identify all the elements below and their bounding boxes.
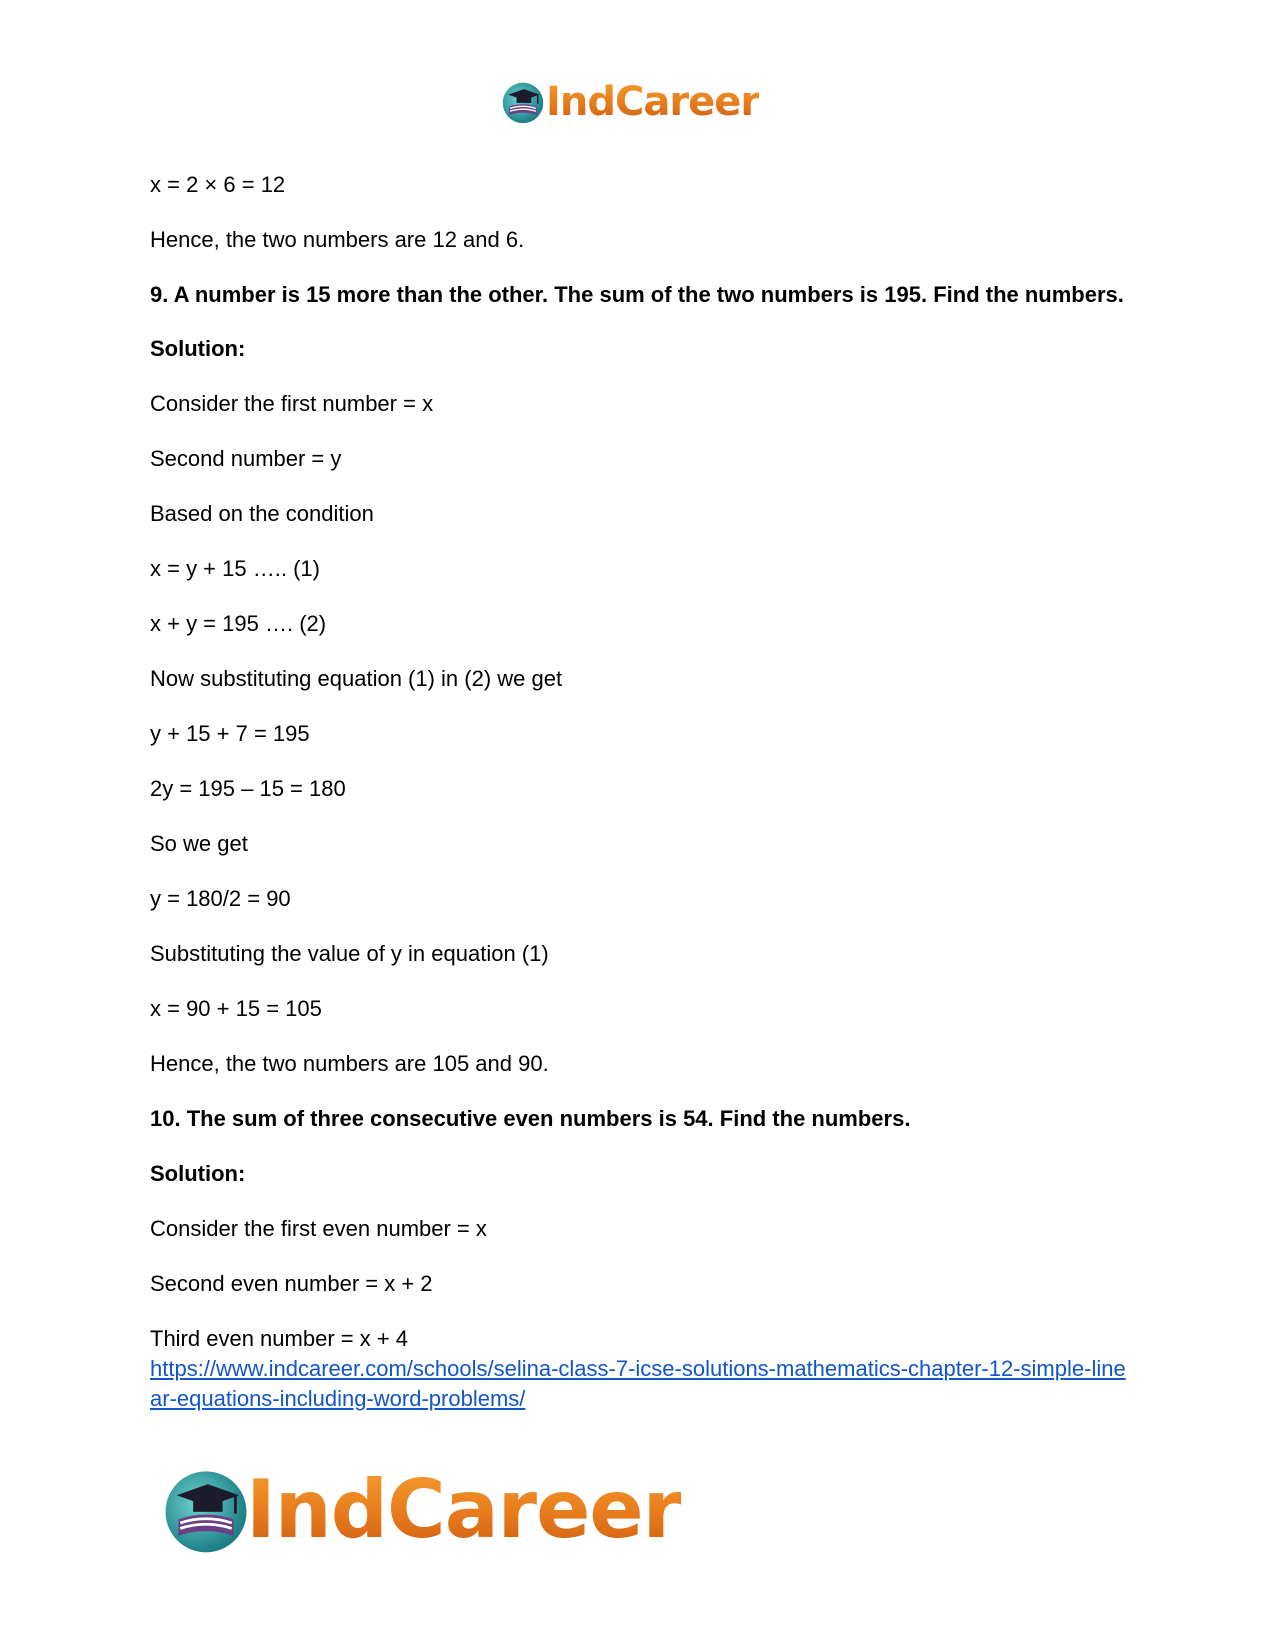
text-line: Second number = y (150, 446, 342, 471)
text-line: Based on the condition (150, 501, 374, 526)
equation-line: y = 180/2 = 90 (150, 886, 291, 911)
text-line: x = 2 × 6 = 12 (150, 172, 286, 197)
document-body (150, 170, 1130, 1414)
question-10: 10. The sum of three consecutive even numbers is 54. Find the numbers. (150, 1106, 911, 1131)
question-9: 9. A number is 15 more than the other. The sum of the two numbers is 195. Find the numbers. (150, 282, 1124, 307)
text-line: So we get (150, 831, 248, 856)
text-line: Second even number = x + 2 (150, 1271, 433, 1296)
text-line: Substituting the value of y in equation (1) (150, 941, 549, 966)
text-line: Hence, the two numbers are 12 and 6. (150, 227, 525, 252)
graduation-book-icon (500, 79, 546, 125)
equation-line: x = 90 + 15 = 105 (150, 996, 322, 1021)
text-line: Now substituting equation (1) in (2) we get (150, 666, 563, 691)
text-line: Consider the first even number = x (150, 1216, 487, 1241)
indcareer-logo-footer (160, 1462, 681, 1558)
solution-heading: Solution: (150, 336, 246, 361)
equation-line: x + y = 195 …. (2) (150, 611, 327, 636)
equation-line: x = y + 15 ….. (1) (150, 556, 320, 581)
text-line: Hence, the two numbers are 105 and 90. (150, 1051, 549, 1076)
text-line: Consider the first number = x (150, 391, 434, 416)
solution-heading: Solution: (150, 1161, 246, 1186)
equation-line: y + 15 + 7 = 195 (150, 721, 310, 746)
graduation-book-icon (160, 1464, 252, 1556)
logo-wordmark: IndCareer (246, 1463, 682, 1556)
indcareer-logo-header (500, 78, 759, 126)
text-line: Third even number = x + 4 (150, 1326, 409, 1351)
logo-wordmark: IndCareer (546, 79, 760, 125)
equation-line: 2y = 195 – 15 = 180 (150, 776, 346, 801)
source-link[interactable]: https://www.indcareer.com/schools/selina-class-7-icse-solutions-mathematics-chapter-12-simple-linear-equations-including-word-problems/ (150, 1356, 1126, 1411)
